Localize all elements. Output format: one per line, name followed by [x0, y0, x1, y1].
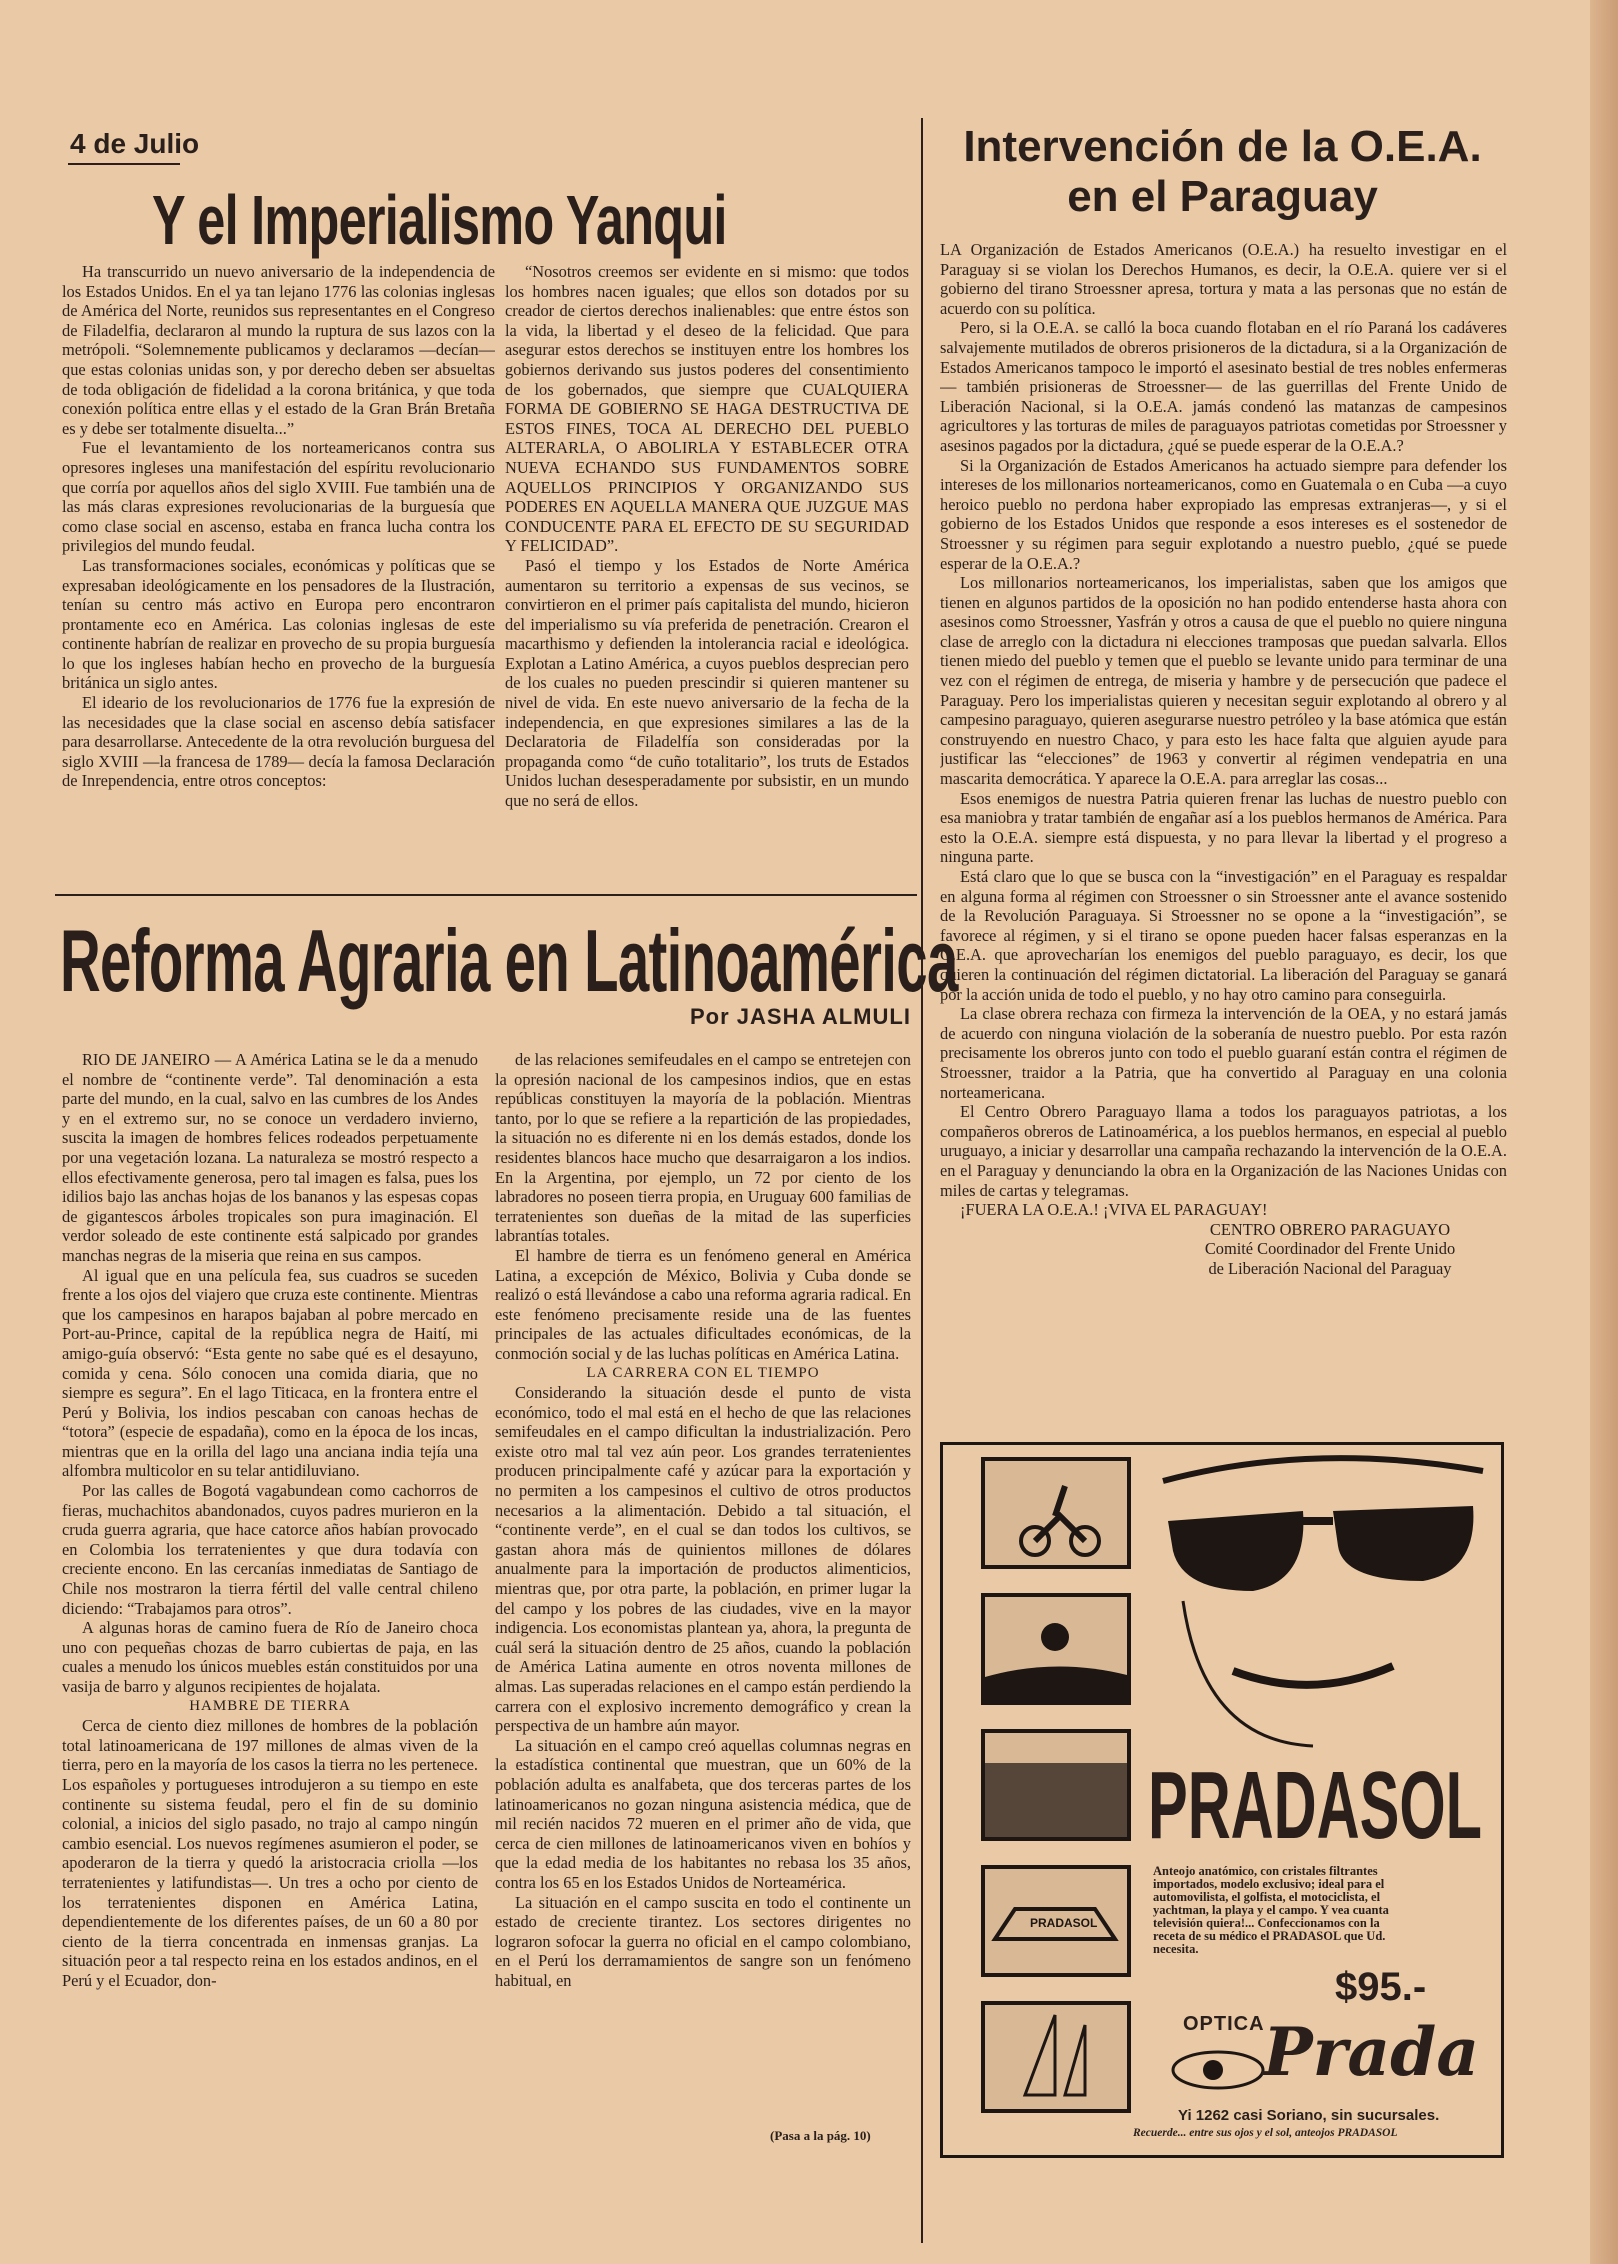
- date-label: 4 de Julio: [70, 128, 200, 159]
- eye-logo-icon: [1168, 2045, 1278, 2100]
- ad-description: Anteojo anatómico, con cristales filtrantes importados, modelo exclusivo; ideal para el automovilista, el golfista, el motociclista, el yachtman, la playa y el campo. Y vea cuanta televisión quiera!... Confeccionamos con la receta de su médico el PRADASOL que Ud. necesita.: [1153, 1864, 1389, 1956]
- paragraph: Las transformaciones sociales, económicas y políticas que se expresaban ideológicamente en los pensadores de la Ilustración, tenían su centro más activo en Europa pero encontraron prontamente eco en América. Las colonias inglesas de este continente habrían de realizar en provecho de su propia burguesía lo que los ingleses habían hecho en provecho de la burguesía británica un siglo antes.: [62, 555, 495, 693]
- paragraph: El Centro Obrero Paraguayo llama a todos los paraguayos patriotas, a los compañeros obreros de Latinoamérica, a los pueblos hermanos, en especial al pueblo uruguayo, a iniciar y desarrollar una campaña rechazando la intervención de la O.E.A. en el Paraguay y denunciando la obra en la Organización de las Naciones Unidas con miles de cartas y telegramas.: [940, 1102, 1507, 1200]
- paragraph: Pero, si la O.E.A. se calló la boca cuando flotaban en el río Paraná los cadáveres salvajemente mutilados de obreros prisioneros de la dictadura, si a la Organización de Estados Americanos tampoco le importó el asesinato bestial de tres nobles enfermeras — también prisioneras de Stroessner— de las guerrillas del Frente Unido de Liberación Nacional, si la O.E.A. jamás condenó las matanzas de campesinos agricultores y las torturas de miles de paraguayos patriotas cometidas por Stroessner y asesinos pagados por la dictadura, ¿qué se puede esperar de la O.E.A.?: [940, 318, 1507, 455]
- store-name-logo: Prada: [1263, 2013, 1480, 2091]
- section-divider: [55, 894, 917, 896]
- stadium-illustration: [981, 1729, 1131, 1841]
- sailboat-illustration: [981, 2001, 1131, 2113]
- reforma-title: Reforma Agraria en Latinoamérica: [60, 911, 958, 1010]
- subhead-hambre: HAMBRE DE TIERRA: [189, 1697, 351, 1714]
- store-address: Yi 1262 casi Soriano, sin sucursales.: [1178, 2107, 1440, 2124]
- paragraph: El ideario de los revolucionarios de 1776 fue la expresión de las necesidades que la clase social en ascenso debía satisfacer para desarrollarse. Antecedente de la otra revolución burguesa del siglo XVIII —la francesa de 1789— decía la famosa Declaración de Inrependencia, entre otros conceptos:: [62, 693, 495, 791]
- car-illustration: [981, 1865, 1131, 1977]
- column-divider: [921, 118, 923, 2243]
- paragraph: LA Organización de Estados Americanos (O.E.A.) ha resuelto investigar en el Paraguay si se violan los Derechos Humanos, es decir, la O.E.A. quiere ver si el gobierno del tirano Stroessner apresa, tortura y mata a las personas que no están de acuerdo con su política.: [940, 240, 1507, 318]
- paragraph: Esos enemigos de nuestra Patria quieren frenar las luchas de nuestro pueblo con esa maniobra y tratar también de engañar así a los pueblos hermanos de América. Para esto la O.E.A. siempre está dispuesta, y no para llevar la libertad y el progreso a ninguna parte.: [940, 788, 1507, 867]
- oea-body: [940, 240, 1507, 1380]
- paragraph: Ha transcurrido un nuevo aniversario de la independencia de los Estados Unidos. En el ya tan lejano 1776 las colonias inglesas de América del Norte, reunidos sus representantes en el Congreso de Filadelfia, declararon al mundo la ruptura de sus lazos con la metrópoli. “Solemnemente publicamos y declaramos —decían— que estas colonias unidas son, y por derecho deben ser absueltas de toda obligación de fidelidad a la corona británica, y que toda conexión política entre ellas y el estado de la Gran Brán Bretaña es y debe ser totalmente disuelta...”: [62, 262, 495, 438]
- paragraph: Está claro que lo que se busca con la “investigación” en el Paraguay es respaldar en alguna forma al régimen con Stroessner o sin Stroessner ante el avance sostenido de la Revolución Paraguaya. Si Stroessner no se opone a la “investigación”, se favorece al régimen, y si el tirano se opone pueden hacer falsas esperanzas en la O.E.A. que aprovecharían los enemigos del pueblo paraguayo, es decir, los que quieren la continuación del régimen dictatorial. La liberación del Paraguay se ganará por la acción unida de todo el pueblo, y no hay otro camino para conseguirla.: [940, 867, 1507, 1004]
- page-edge: [1590, 0, 1618, 2264]
- paragraph: La situación en el campo suscita en todo el continente un estado de creciente tirantez. Los sectores dirigentes no lograron sofocar la guerra no oficial en el campo colombiano, en el Perú los derramamientos de sangre son un fenómeno habitual, en: [495, 1892, 911, 1990]
- paragraph: El hambre de tierra es un fenómeno general en América Latina, a excepción de México, Bolivia y Cuba donde se realizó o está llevándose a cabo una reforma agraria radical. En este fenómeno precisamente reside una de las fuentes principales de las actuales dificultades económicas, de la conmoción social y de las luchas políticas en América Latina.: [495, 1245, 911, 1363]
- signature: [1180, 1220, 1480, 1279]
- signature-line: de Liberación Nacional del Paraguay: [1208, 1258, 1452, 1278]
- reforma-col1: [62, 1050, 478, 2140]
- paragraph: La clase obrera rechaza con firmeza la intervención de la OEA, y no estará jamás de acuerdo con ninguna violación de la soberanía de nuestro pueblo. Por esta razón precisamente los obreros junto con todo el pueblo guaraní están contra el régimen de Stroessner, traidor a la Patria, que ha convertido al Paraguay en una colonia norteamericana.: [940, 1004, 1507, 1102]
- ad-slogan: Recuerde... entre sus ojos y el sol, anteojos PRADASOL: [1133, 2127, 1398, 2139]
- golfer-illustration: [981, 1593, 1131, 1705]
- oea-title-line2: en el Paraguay: [1067, 172, 1378, 221]
- paragraph: Si la Organización de Estados Americanos ha actuado siempre para defender los intereses de los millonarios norteamericanos, como en Guatemala o en Cuba —a cuyo heroico pueblo no perdona haber expropiado las empresas extranjeras—, y si el gobierno de los Estados Unidos que responde a esos intereses es el sostenedor de Stroessner y su régimen para seguir explotando a nuestro pueblo, ¿qué se puede esperar de la O.E.A.?: [940, 455, 1507, 573]
- top-article-col1: [62, 262, 495, 862]
- signature-line: Comité Coordinador del Frente Unido: [1204, 1239, 1456, 1259]
- pradasol-advertisement: [940, 1442, 1504, 2158]
- paragraph: Al igual que en una película fea, sus cuadros se suceden frente a los ojos del viajero que cruza este continente. Mientras que los campesinos en harapos bajaban al pobre mercado en Port-au-Prince, capital de la república negra de Haití, mi amigo-guía observó: “Esta gente no sabe qué es el desayuno, comida y cena. Sólo conocen una comida diaria, que no siempre es segura”. En el lago Titicaca, en la frontera entre el Perú y Bolivia, los indios pescaban con canoas hechas de “totora” (especie de espadaña), como en la época de los incas, mientras que en la orilla del lago una anciana india tejía una alfombra multicolor en su telar antidiluviano.: [62, 1265, 478, 1481]
- paragraph: “Nosotros creemos ser evidente en si mismo: que todos los hombres nacen iguales; que ellos son dotados por su creador de ciertos derechos inalienables: que entre éstos son la vida, la libertad y el deseo de la felicidad. Que para asegurar estos derechos se instituyen entre los hombres los gobiernos derivando sus justos poderes del consentimiento de los gobernados, que siempre que CUALQUIERA FORMA DE GOBIERNO SE HAGA DESTRUCTIVA DE ESTOS FINES, TOCA AL DERECHO DEL PUEBLO ALTERARLA, O ABOLIRLA Y ESTABLECER OTRA NUEVA ECHANDO SUS FUNDAMENTOS SOBRE AQUELLOS PRINCIPIOS Y ORGANIZANDO SUS PODERES EN AQUELLA MANERA QUE JUZGUE MAS CONDUCENTE PARA EL EFECTO DE SU SEGURIDAD Y FELICIDAD”.: [505, 262, 909, 556]
- paragraph: La situación en el campo creó aquellas columnas negras en la estadística continental que muestran, que un 60% de la población adulta es analfabeta, que dos terceras partes de los latinoamericanos no gozan ninguna asistencia médica, que de mil recién nacidos 72 mueren en el primer año de vida, que cerca de cien millones de latinoamericanos viven en bohíos y que la edad media de los habitantes no rebasa los 35 años, contra los 65 en los Estados Unidos de Norteamérica.: [495, 1735, 911, 1892]
- reforma-col2: [495, 1050, 911, 2140]
- paragraph: A algunas horas de camino fuera de Río de Janeiro choca uno con pequeñas chozas de barro cubiertas de paja, en las cuales a menudo los únicos muebles están constituidos por una vasija de barro y algunos recipientes de hojalata.: [62, 1618, 478, 1696]
- subhead-carrera: LA CARRERA CON EL TIEMPO: [586, 1364, 820, 1381]
- paragraph: Pasó el tiempo y los Estados de Norte América aumentaron su territorio a expensas de sus vecinos, se convirtieron en el primer país capitalista del mundo, hicieron del imperialismo su vía preferida de penetración. Crearon el macarthismo y defienden la intolerancia racial e ideológica. Explotan a Latino América, a cuyos pueblos desprecian pero de los cuales no pueden prescindir si quieren mantener su nivel de vida. En este nuevo aniversario de la fecha de la independencia, en que expresiones similares a las de la Declaratoria de Filadelfía son consideradas por la propaganda como “de cuño totalitario”, los truts de Estados Unidos luchan desesperadamente por subsistir, en un mundo que no será de ellos.: [505, 555, 909, 811]
- paragraph: Cerca de ciento diez millones de hombres de la población total latinoamericana de 197 millones de almas viven de la tierra, pero en la mayoría de los casos la tierra no les pertenece. Los españoles y portugueses introdujeron a su tiempo en este continente su sistema feudal, pero el fin de su dominio colonial, a inicios del siglo pasado, no trajo al campo ningún cambio esencial. Los nuevos regímenes asumieron el poder, se apoderaron de la tierra y quedó la aristocracia criolla —los terratenientes y latifundistas—. Un tres a ocho por ciento de los terratenientes disponen en América Latina, dependientemente de los diferentes países, de un 60 a 80 por ciento de la tierra concentrada en inmensas granjas. La situación peor a tal respecto reina en los estados andinos, en el Perú y el Ecuador, don-: [62, 1716, 478, 1990]
- store-prefix: OPTICA: [1183, 2013, 1265, 2035]
- oea-title-line1: Intervención de la O.E.A.: [963, 122, 1482, 171]
- signature-line: CENTRO OBRERO PARAGUAYO: [1209, 1219, 1451, 1239]
- continued-note: (Pasa a la pág. 10): [770, 2128, 871, 2143]
- paragraph: Los millonarios norteamericanos, los imperialistas, saben que los amigos que tienen en algunos partidos de la oposición no han podido entenderse hasta ahora con asesinos como Stroessner, Yasfrán y otros a causa de que el pueblo no quiere ninguna clase de arreglo con la dictadura ni elecciones tramposas que puedan salvarla. Ellos tienen miedo del pueblo y temen que el pueblo se levante unido para terminar de una vez con el régimen de entrega, de miseria y hambre y de persecución que padece el Paraguay. Pero los imperialistas quieren y necesitan seguir explotando al obrero y al campesino paraguayo, quieren asegurarse nuestro petróleo y la base atómica que están construyendo en nuestro Chaco, y para esto les hace falta que alguien ayude para justificar las “elecciones” de 1963 y convertir al régimen vendepatria en una mascarita democrática. Y aparece la O.E.A. para arreglar las cosas...: [940, 573, 1507, 789]
- face-with-sunglasses-illustration: [1143, 1451, 1493, 1756]
- paragraph: Considerando la situación desde el punto de vista económico, todo el mal está en el hecho de que las relaciones semifeudales en el campo dificultan la industrialización. Pero existe otro mal tal vez aún peor. Los grandes terratenientes producen principalmente café y azúcar para la exportación y no permiten a los campesinos el cultivo de otros productos necesarios a la alimentación. Debido a tal situación, el “continente verde”, en el cual se dan todos los cultivos, se gastan ahora más de quinientos millones de dólares anualmente para la importación de productos alimenticios, mientras que, por otra parte, la población, en primer lugar la del campo y los pobres de las ciudades, vive en la mayor indigencia. Los economistas plantean ya, ahora, la pregunta de cuál será la situación dentro de 25 años, cuando la población de América Latina aumente en otros noventa millones de almas. Las superadas relaciones en el campo están perdiendo la carrera con el explosivo incremento demográfico y crean la perspectiva de un hambre aún mayor.: [495, 1383, 911, 1736]
- paragraph: Fue el levantamiento de los norteamericanos contra sus opresores ingleses una manifestación del espíritu revolucionario que corría por aquellos años del siglo XVIII. Fue también una de las más claras expresiones revolucionarias de la burguesía que como clase social en ascenso, estaba en franca lucha contra los privilegios del mundo feudal.: [62, 438, 495, 556]
- top-article-title: Y el Imperialismo Yanqui: [152, 181, 727, 259]
- slogan-line: ¡FUERA LA O.E.A.! ¡VIVA EL PARAGUAY!: [960, 1200, 1268, 1220]
- ad-price: $95.-: [1335, 1965, 1427, 2009]
- top-article-col2: [505, 262, 909, 862]
- paragraph: de las relaciones semifeudales en el campo se entretejen con la opresión nacional de los campesinos indios, que en estas repúblicas constituyen la mayoría de la población. Mientras tanto, por lo que se refiere a la repartición de las propiedades, la situación no es diferente ni en los demás estados, donde los residentes blancos hace mucho que desarraigaron a los indios. En la Argentina, por ejemplo, un 72 por ciento de los labradores no poseen tierra propia, en Uruguay 600 familias de terratenientes son dueñas de la mitad de las superficies labrantías totales.: [495, 1050, 911, 1246]
- date-underline: [68, 163, 180, 165]
- paragraph: Por las calles de Bogotá vagabundean como cachorros de fieras, muchachitos abandonados, cuyos padres murieron en la cruda guerra agraria, que hace catorce años habían provocado en Colombia los terratenientes y que dura todavía con creciente encono. En las cercanías inmediatas de Santiago de Chile nos mostraron la tierra fértil del valle central chileno diciendo: “Trabajamos para otros”.: [62, 1481, 478, 1618]
- motorcycle-illustration: [981, 1457, 1131, 1569]
- paragraph: RIO DE JANEIRO — A América Latina se le da a menudo el nombre de “continente verde”. Tal denominación a esta parte del mundo, en la cual, salvo en las cumbres de los Andes y en el extremo sur, no se conoce un verdadero invierno, suscita la imagen de hombres felices rodeados perpetuamente por una vegetación lozana. La naturaleza se mostró respecto a ellos efectivamente generosa, pero tal imagen es falsa, pues los idilios bajo las anchas hojas de los bananos y las espesas copas de gigantescos árboles tropicales son pura imaginación. El verdor soleado de este continente está salpicado por grandes manchas negras de la miseria que reina en sus campos.: [62, 1050, 478, 1265]
- svg-text:PRADASOL: PRADASOL: [1030, 1916, 1098, 1930]
- ad-brand: PRADASOL: [1148, 1752, 1482, 1859]
- byline: Por JASHA ALMULI: [690, 1004, 911, 1029]
